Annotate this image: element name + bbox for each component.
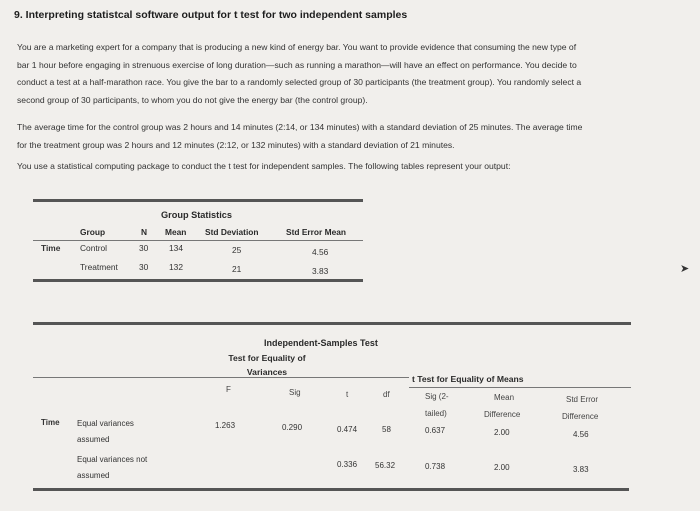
table-cell: 0.290: [282, 423, 303, 432]
table-cell: 0.336: [337, 460, 358, 469]
table-cell: assumed: [77, 471, 110, 480]
col-header-sig-2-tailed: tailed): [425, 409, 447, 418]
table-cell: 4.56: [573, 430, 589, 439]
table-cell: Treatment: [80, 262, 118, 272]
header-rule: [33, 377, 409, 378]
table-cell: 30: [139, 243, 149, 253]
intro-line: second group of 30 participants, to whom you do not give the energy bar (the control group).: [17, 94, 368, 105]
instruction-line: You use a statistical computing package to conduct the t test for independent samples. The following tables represent your output:: [17, 161, 511, 171]
independent-test-title: Independent-Samples Test: [264, 338, 378, 348]
row-label-time: Time: [41, 418, 60, 427]
table-cell: 2.00: [494, 463, 510, 472]
table-cell: 58: [382, 425, 391, 434]
intro-line: You are a marketing expert for a company that is producing a new kind of energy bar. You want to provide evidence that consuming the new type of: [17, 42, 577, 52]
col-header-n: N: [141, 227, 148, 237]
col-header-f: F: [226, 385, 231, 394]
row-label-time: Time: [41, 243, 61, 253]
results-line: The average time for the control group was 2 hours and 14 minutes (2:14, or 134 minutes) with a standard deviation of 25 minutes. The average time: [17, 122, 583, 132]
intro-line: bar 1 hour before engaging in strenuous exercise of long duration—such as running a marathon—will have an effect on performance. You decide to: [17, 59, 577, 70]
table-cell: 1.263: [215, 421, 236, 430]
col-header-std-error-mean: Std Error Mean: [286, 227, 347, 237]
table-cell: 3.83: [312, 266, 329, 276]
col-header-df: df: [383, 390, 390, 399]
col-header-t: t: [346, 390, 349, 399]
table-cell: 4.56: [312, 247, 329, 257]
table-bottom-rule: [33, 488, 629, 491]
results-line: for the treatment group was 2 hours and 12 minutes (2:12, or 132 minutes) with a standard deviation of 21 minutes.: [17, 139, 455, 150]
table-cell: Control: [80, 243, 107, 253]
table-bottom-rule: [33, 279, 363, 282]
table-cell: 0.637: [425, 426, 446, 435]
col-header-std-error-difference: Difference: [562, 412, 599, 421]
table-cell: 0.474: [337, 425, 358, 434]
levene-test-title: Test for Equality of Variances: [228, 353, 306, 377]
intro-paragraph: [17, 39, 581, 109]
col-header-sig-2-tailed: Sig (2-: [425, 392, 449, 401]
col-header-mean-difference: Difference: [484, 410, 521, 419]
group-stats-title: Group Statistics: [161, 210, 232, 220]
table-cell: 132: [169, 262, 183, 272]
instruction-paragraph: [17, 158, 511, 176]
header-rule: [409, 387, 631, 388]
table-top-rule: [33, 199, 363, 202]
col-header-mean: Mean: [165, 227, 187, 237]
table-cell: 2.00: [494, 428, 510, 437]
col-header-std-deviation: Std Deviation: [205, 227, 259, 237]
table-cell: Equal variances not: [77, 455, 148, 464]
ttest-title: t Test for Equality of Means: [412, 374, 524, 384]
results-paragraph: [17, 119, 582, 154]
table-cell: 56.32: [375, 461, 396, 470]
table-cell: 0.738: [425, 462, 446, 471]
table-cell: 30: [139, 262, 149, 272]
table-top-rule: [33, 322, 631, 325]
table-cell: assumed: [77, 435, 110, 444]
col-header-mean-difference: Mean: [494, 393, 515, 402]
col-header-group: Group: [80, 227, 106, 237]
arrow-cursor-icon: ➤: [680, 263, 690, 275]
table-cell: 25: [232, 245, 242, 255]
col-header-std-error-difference: Std Error: [566, 395, 599, 404]
question-title: 9. Interpreting statistcal software output for t test for two independent samples: [14, 9, 408, 21]
table-cell: Equal variances: [77, 419, 134, 428]
table-cell: 21: [232, 264, 242, 274]
intro-line: conduct a test at a half-marathon race. You give the bar to a randomly selected group of 30 participants (the treatment group). You randomly select a: [17, 77, 582, 87]
table-cell: 134: [169, 243, 183, 253]
header-rule: [33, 240, 363, 241]
col-header-sig: Sig: [289, 388, 301, 397]
table-cell: 3.83: [573, 465, 589, 474]
